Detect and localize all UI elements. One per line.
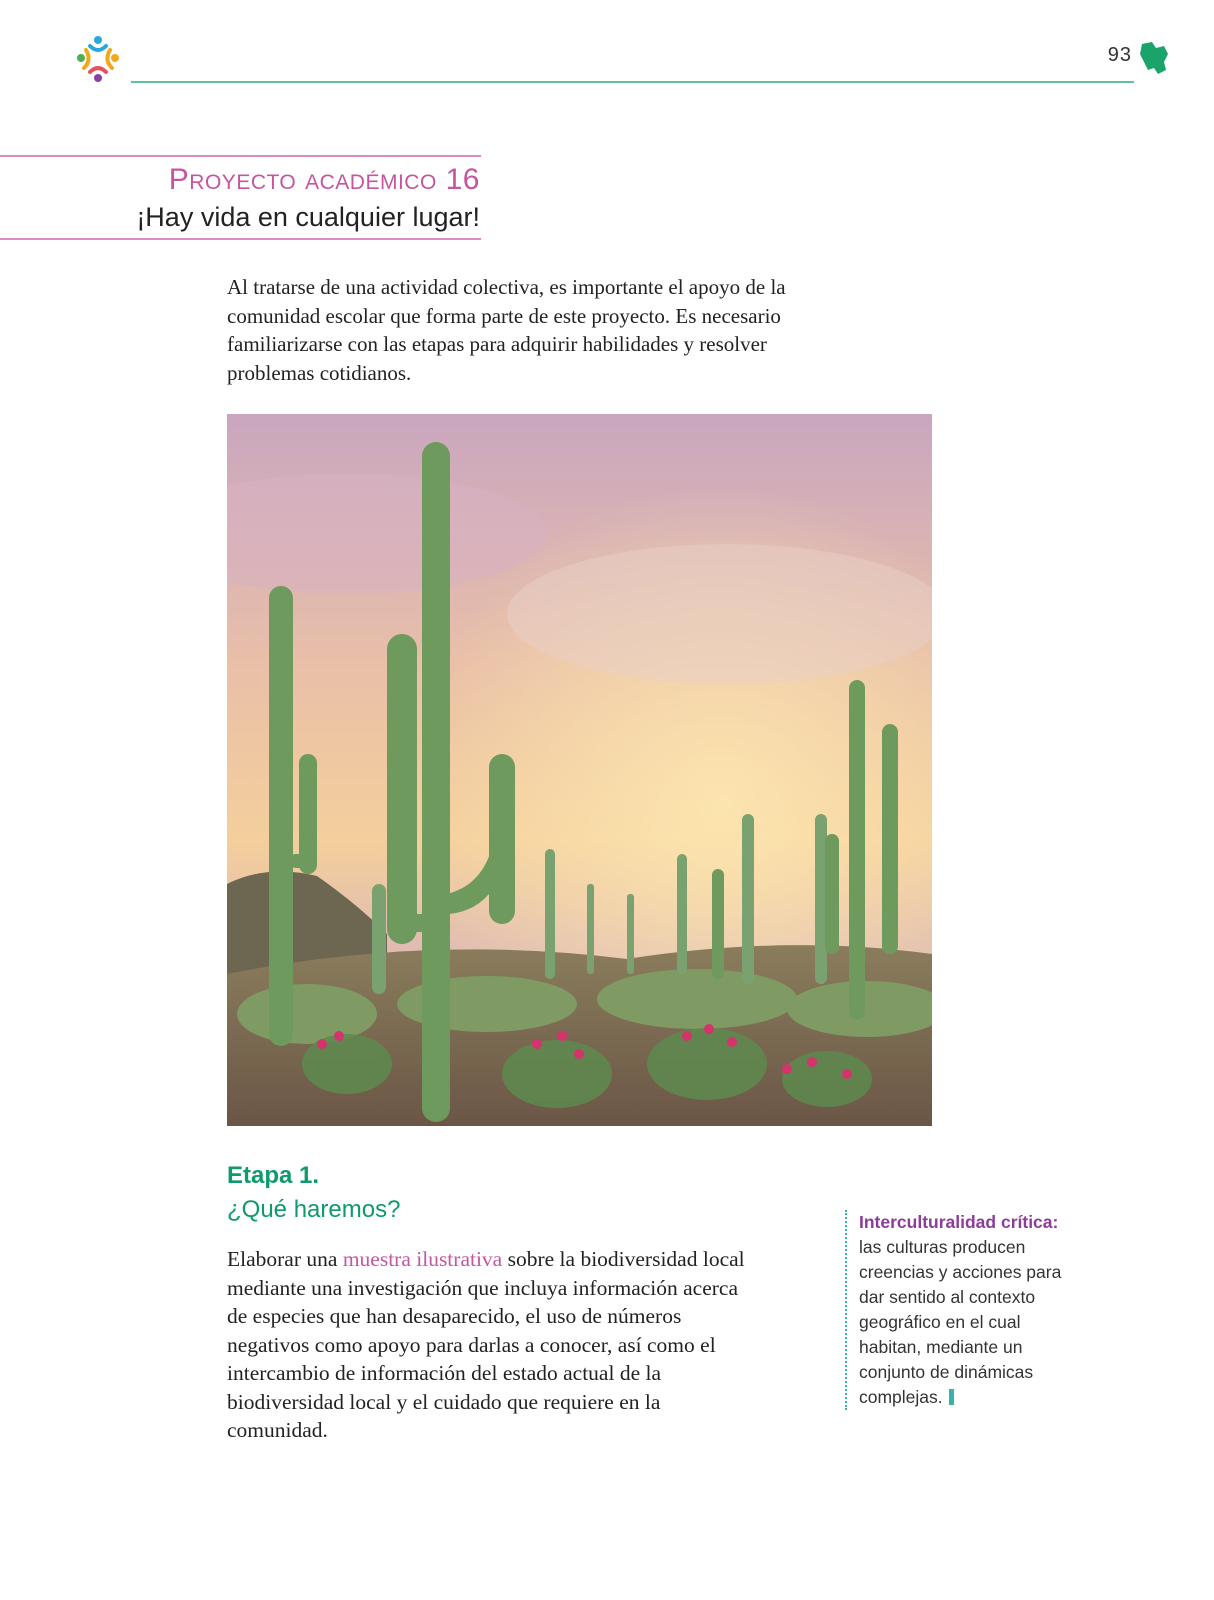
title-bottom-rule xyxy=(0,238,481,240)
intro-paragraph: Al tratarse de una actividad colectiva, es importante el apoyo de la comunidad escolar que forma parte de este proyecto. Es necesario familiarizarse con las etapas para adquirir habilidades y resolver problemas cotidianos. xyxy=(227,275,786,385)
stage-label: Etapa 1. xyxy=(227,1162,320,1189)
glossary-term: Interculturalidad crítica: xyxy=(859,1212,1059,1232)
stage-text-start: Elaborar una xyxy=(227,1247,343,1271)
project-title: ¡Hay vida en cualquier lugar! xyxy=(136,202,480,232)
stage-description xyxy=(227,1245,747,1445)
stage-question: ¿Qué haremos? xyxy=(227,1196,401,1223)
saguaro-desert-photo xyxy=(227,414,932,1126)
title-top-rule xyxy=(0,155,481,157)
people-circle-logo-icon xyxy=(70,32,126,88)
header-rule xyxy=(131,81,1134,83)
project-label: Proyecto académico 16 xyxy=(168,163,480,196)
map-region-icon xyxy=(1138,40,1170,76)
glossary-end-mark xyxy=(949,1389,954,1405)
glossary-box xyxy=(845,1210,1084,1410)
page-number: 93 xyxy=(1107,44,1132,66)
stage-text-end: sobre la biodiversidad local mediante una investigación que incluya información acerca de especies que han desaparecido, el uso de números negativos como apoyo para darlas a conocer, así como el intercambio de información del estado actual de la biodiversidad local y el cuidado que requiere en la comunidad. xyxy=(227,1247,745,1442)
stage-highlight-term: muestra ilustrativa xyxy=(342,1247,503,1271)
glossary-definition: las culturas producen creencias y acciones para dar sentido al contexto geográfico en el cual habitan, mediante un conjunto de dinámicas complejas. xyxy=(859,1237,1062,1407)
